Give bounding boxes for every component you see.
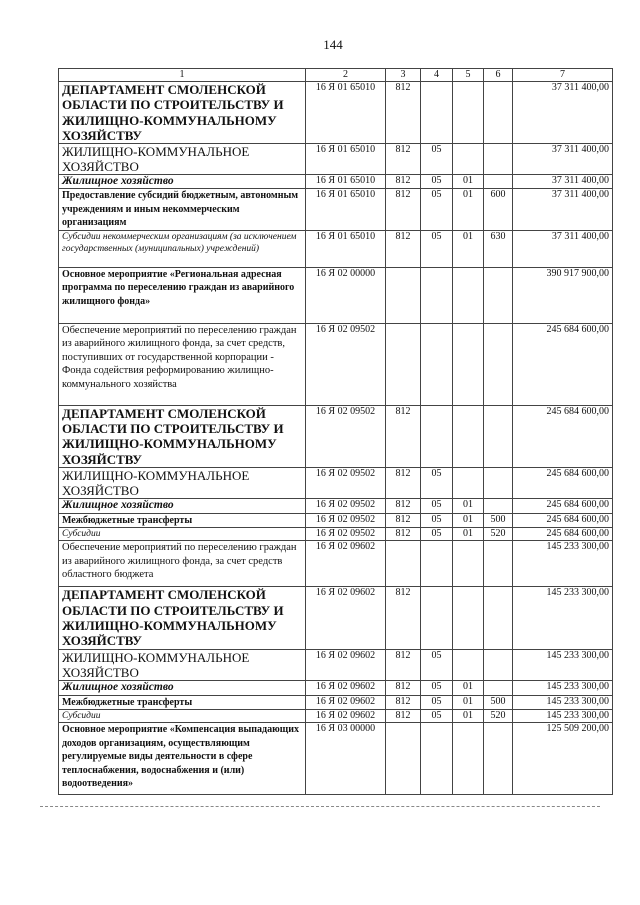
table-row: [59, 695, 613, 710]
row-grbs: 812: [386, 513, 421, 528]
row-subsection: 01: [453, 513, 484, 528]
row-section: 05: [421, 189, 453, 231]
row-grbs: 812: [386, 175, 421, 189]
row-grbs: 812: [386, 405, 421, 467]
table-row: [59, 723, 613, 795]
row-expense-type: [484, 649, 513, 680]
row-subsection: 01: [453, 680, 484, 695]
column-header: 6: [484, 69, 513, 82]
row-section: 05: [421, 710, 453, 723]
table-row: [59, 587, 613, 649]
row-subsection: 01: [453, 230, 484, 267]
row-grbs: 812: [386, 649, 421, 680]
row-grbs: 812: [386, 710, 421, 723]
scan-artifact-line: [40, 806, 600, 807]
row-expense-type: [484, 541, 513, 587]
row-section: [421, 405, 453, 467]
row-amount: 245 684 600,00: [513, 498, 613, 513]
row-target-code: 16 Я 02 09502: [306, 498, 386, 513]
row-section: 05: [421, 528, 453, 541]
row-grbs: 812: [386, 467, 421, 498]
row-subsection: [453, 405, 484, 467]
row-section: 05: [421, 498, 453, 513]
row-description: Основное мероприятие «Компенсация выпадающих доходов организациям, осуществляющим регулируемые виды деятельности в сфере теплоснабжения, водоснабжения и (или) водоотведения»: [59, 723, 306, 795]
row-subsection: [453, 723, 484, 795]
row-subsection: 01: [453, 175, 484, 189]
row-section: [421, 267, 453, 323]
row-expense-type: [484, 82, 513, 144]
row-expense-type: 600: [484, 189, 513, 231]
budget-table: [58, 68, 613, 795]
row-target-code: 16 Я 02 00000: [306, 267, 386, 323]
row-grbs: [386, 723, 421, 795]
row-expense-type: [484, 467, 513, 498]
row-section: [421, 587, 453, 649]
row-target-code: 16 Я 02 09602: [306, 649, 386, 680]
row-description: ДЕПАРТАМЕНТ СМОЛЕНСКОЙ ОБЛАСТИ ПО СТРОИТЕЛЬСТВУ И ЖИЛИЩНО-КОММУНАЛЬНОМУ ХОЗЯЙСТВУ: [59, 82, 306, 144]
row-target-code: 16 Я 01 65010: [306, 144, 386, 175]
row-description: ДЕПАРТАМЕНТ СМОЛЕНСКОЙ ОБЛАСТИ ПО СТРОИТЕЛЬСТВУ И ЖИЛИЩНО-КОММУНАЛЬНОМУ ХОЗЯЙСТВУ: [59, 405, 306, 467]
row-description: Межбюджетные трансферты: [59, 695, 306, 710]
row-subsection: [453, 82, 484, 144]
row-description: Субсидии некоммерческим организациям (за исключением государственных (муниципальных) учреждений): [59, 230, 306, 267]
row-description: Жилищное хозяйство: [59, 680, 306, 695]
row-amount: 145 233 300,00: [513, 587, 613, 649]
row-grbs: [386, 267, 421, 323]
row-description: Обеспечение мероприятий по переселению граждан из аварийного жилищного фонда, за счет средств, поступивших от государственной корпорации - Фонда содействия реформированию жилищно-коммунального хозяйства: [59, 323, 306, 405]
row-target-code: 16 Я 02 09602: [306, 587, 386, 649]
row-description: Субсидии: [59, 528, 306, 541]
row-amount: 245 684 600,00: [513, 323, 613, 405]
table-row: [59, 680, 613, 695]
row-amount: 245 684 600,00: [513, 467, 613, 498]
row-amount: 245 684 600,00: [513, 528, 613, 541]
table-row: [59, 498, 613, 513]
row-subsection: 01: [453, 189, 484, 231]
row-subsection: [453, 144, 484, 175]
page-number: 144: [323, 37, 343, 52]
row-description: Жилищное хозяйство: [59, 498, 306, 513]
row-description: Предоставление субсидий бюджетным, автономным учреждениям и иным некоммерческим организациям: [59, 189, 306, 231]
row-target-code: 16 Я 02 09502: [306, 405, 386, 467]
row-amount: 37 311 400,00: [513, 144, 613, 175]
row-section: 05: [421, 680, 453, 695]
column-header: 7: [513, 69, 613, 82]
table-row: [59, 189, 613, 231]
column-header: 4: [421, 69, 453, 82]
row-subsection: 01: [453, 710, 484, 723]
row-target-code: 16 Я 02 09502: [306, 528, 386, 541]
row-grbs: [386, 541, 421, 587]
row-description: ЖИЛИЩНО-КОММУНАЛЬНОЕ ХОЗЯЙСТВО: [59, 649, 306, 680]
row-grbs: 812: [386, 587, 421, 649]
row-description: Основное мероприятие «Региональная адресная программа по переселению граждан из аварийного жилищного фонда»: [59, 267, 306, 323]
column-header: 2: [306, 69, 386, 82]
row-amount: 37 311 400,00: [513, 230, 613, 267]
row-target-code: 16 Я 02 09602: [306, 695, 386, 710]
row-section: [421, 323, 453, 405]
row-expense-type: 520: [484, 710, 513, 723]
row-section: [421, 82, 453, 144]
row-section: [421, 723, 453, 795]
row-description: Субсидии: [59, 710, 306, 723]
row-section: 05: [421, 144, 453, 175]
row-expense-type: [484, 498, 513, 513]
row-expense-type: [484, 405, 513, 467]
row-amount: 125 509 200,00: [513, 723, 613, 795]
row-subsection: [453, 587, 484, 649]
row-target-code: 16 Я 03 00000: [306, 723, 386, 795]
row-target-code: 16 Я 02 09602: [306, 710, 386, 723]
row-subsection: [453, 267, 484, 323]
row-description: ДЕПАРТАМЕНТ СМОЛЕНСКОЙ ОБЛАСТИ ПО СТРОИТЕЛЬСТВУ И ЖИЛИЩНО-КОММУНАЛЬНОМУ ХОЗЯЙСТВУ: [59, 587, 306, 649]
row-subsection: [453, 649, 484, 680]
row-subsection: [453, 467, 484, 498]
row-target-code: 16 Я 02 09502: [306, 513, 386, 528]
row-expense-type: 500: [484, 513, 513, 528]
row-amount: 245 684 600,00: [513, 405, 613, 467]
row-expense-type: [484, 587, 513, 649]
row-amount: 145 233 300,00: [513, 649, 613, 680]
row-section: 05: [421, 695, 453, 710]
row-section: 05: [421, 513, 453, 528]
table-row: [59, 541, 613, 587]
table-row: [59, 467, 613, 498]
table-row: [59, 82, 613, 144]
row-subsection: 01: [453, 695, 484, 710]
row-target-code: 16 Я 02 09502: [306, 467, 386, 498]
row-description: Жилищное хозяйство: [59, 175, 306, 189]
row-expense-type: 500: [484, 695, 513, 710]
row-expense-type: 520: [484, 528, 513, 541]
header-row: [59, 69, 613, 82]
row-grbs: 812: [386, 528, 421, 541]
row-target-code: 16 Я 01 65010: [306, 175, 386, 189]
column-header: 3: [386, 69, 421, 82]
table-row: [59, 710, 613, 723]
row-target-code: 16 Я 02 09502: [306, 323, 386, 405]
column-header: 5: [453, 69, 484, 82]
table-row: [59, 230, 613, 267]
row-grbs: 812: [386, 144, 421, 175]
row-amount: 390 917 900,00: [513, 267, 613, 323]
table-row: [59, 144, 613, 175]
table-row: [59, 405, 613, 467]
table-row: [59, 528, 613, 541]
row-description: Межбюджетные трансферты: [59, 513, 306, 528]
row-amount: 245 684 600,00: [513, 513, 613, 528]
table-row: [59, 513, 613, 528]
row-description: ЖИЛИЩНО-КОММУНАЛЬНОЕ ХОЗЯЙСТВО: [59, 144, 306, 175]
row-section: [421, 541, 453, 587]
column-header: 1: [59, 69, 306, 82]
row-description: Обеспечение мероприятий по переселению граждан из аварийного жилищного фонда, за счет средств областного бюджета: [59, 541, 306, 587]
row-grbs: 812: [386, 230, 421, 267]
row-grbs: 812: [386, 82, 421, 144]
table-row: [59, 267, 613, 323]
row-subsection: [453, 323, 484, 405]
row-section: 05: [421, 649, 453, 680]
row-target-code: 16 Я 02 09602: [306, 680, 386, 695]
row-grbs: 812: [386, 498, 421, 513]
row-amount: 145 233 300,00: [513, 695, 613, 710]
row-target-code: 16 Я 02 09602: [306, 541, 386, 587]
row-section: 05: [421, 230, 453, 267]
table-row: [59, 649, 613, 680]
row-amount: 145 233 300,00: [513, 680, 613, 695]
table-row: [59, 175, 613, 189]
row-target-code: 16 Я 01 65010: [306, 189, 386, 231]
row-grbs: [386, 323, 421, 405]
row-target-code: 16 Я 01 65010: [306, 230, 386, 267]
row-subsection: [453, 541, 484, 587]
row-amount: 37 311 400,00: [513, 189, 613, 231]
row-amount: 37 311 400,00: [513, 175, 613, 189]
row-amount: 145 233 300,00: [513, 541, 613, 587]
row-subsection: 01: [453, 528, 484, 541]
row-expense-type: [484, 144, 513, 175]
row-section: 05: [421, 175, 453, 189]
row-grbs: 812: [386, 680, 421, 695]
row-grbs: 812: [386, 189, 421, 231]
row-expense-type: [484, 680, 513, 695]
row-subsection: 01: [453, 498, 484, 513]
row-expense-type: [484, 175, 513, 189]
row-amount: 37 311 400,00: [513, 82, 613, 144]
table-row: [59, 323, 613, 405]
row-expense-type: 630: [484, 230, 513, 267]
row-expense-type: [484, 267, 513, 323]
row-section: 05: [421, 467, 453, 498]
row-expense-type: [484, 323, 513, 405]
row-amount: 145 233 300,00: [513, 710, 613, 723]
row-expense-type: [484, 723, 513, 795]
row-target-code: 16 Я 01 65010: [306, 82, 386, 144]
row-description: ЖИЛИЩНО-КОММУНАЛЬНОЕ ХОЗЯЙСТВО: [59, 467, 306, 498]
row-grbs: 812: [386, 695, 421, 710]
